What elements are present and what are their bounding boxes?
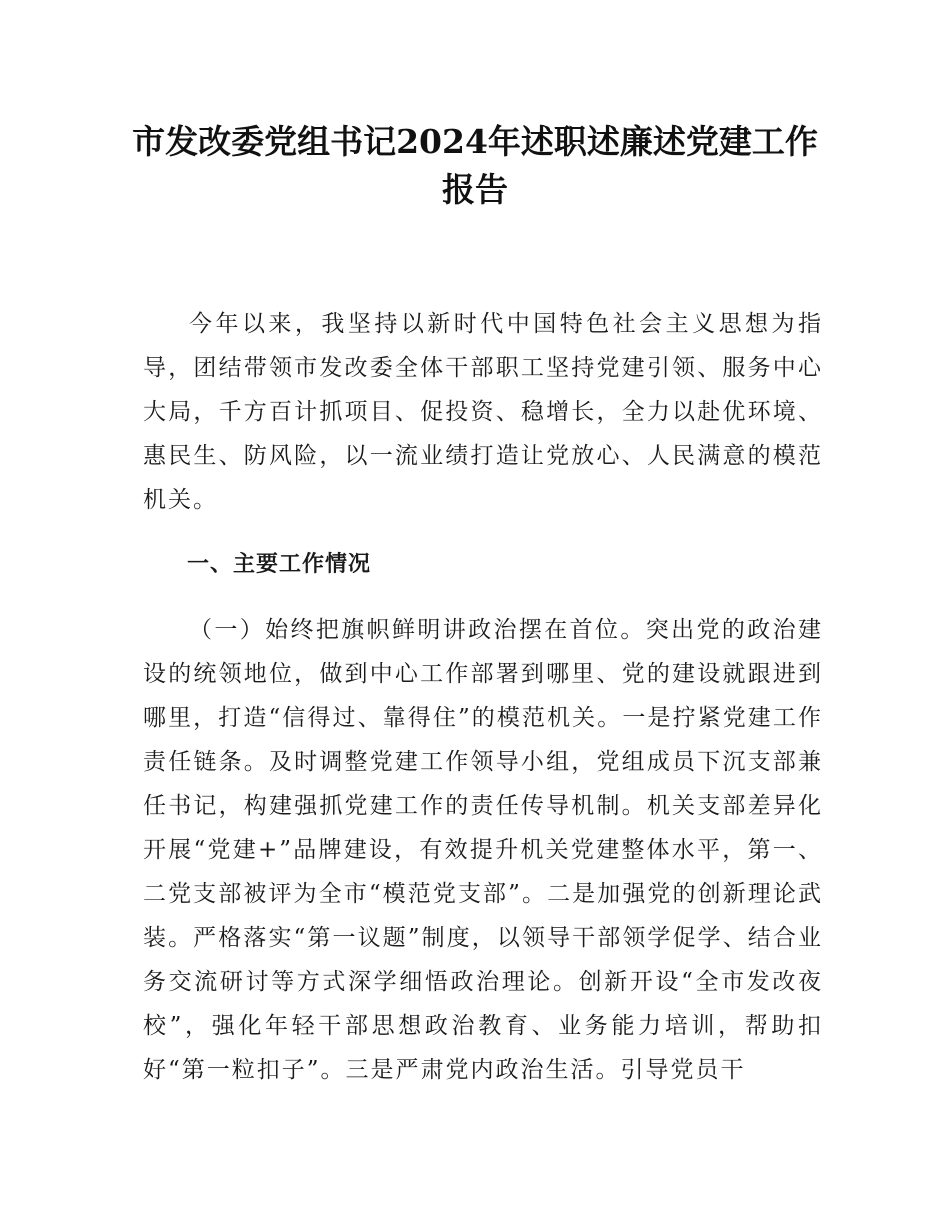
document-body xyxy=(143,302,823,1092)
document-title: 市发改委党组书记2024年述职述廉述党建工作报告 xyxy=(132,122,818,209)
section-paragraph: （一）始终把旗帜鲜明讲政治摆在首位。突出党的政治建设的统领地位，做到中心工作部署到哪里、党的建设就跟进到哪里，打造“信得过、靠得住”的模范机关。一是拧紧党建工作责任链条。及时调整党建工作领导小组，党组成员下沉支部兼任书记，构建强抓党建工作的责任传导机制。机关支部差异化开展“党建+”品牌建设，有效提升机关党建整体水平，第一、二党支部被评为全市“模范党支部”。二是加强党的创新理论武装。严格落实“第一议题”制度，以领导干部领学促学、结合业务交流研讨等方式深学细悟政治理论。创新开设“全市发改夜校”，强化年轻干部思想政治教育、业务能力培训，帮助扣好“第一粒扣子”。三是严肃党内政治生活。引导党员干 xyxy=(143,617,823,1083)
intro-paragraph: 今年以来，我坚持以新时代中国特色社会主义思想为指导，团结带领市发改委全体干部职工坚持党建引领、服务中心大局，千方百计抓项目、促投资、稳增长，全力以赴优环境、惠民生、防风险，以一流业绩打造让党放心、人民满意的模范机关。 xyxy=(143,311,823,513)
section-heading: 一、主要工作情况 xyxy=(187,552,372,577)
